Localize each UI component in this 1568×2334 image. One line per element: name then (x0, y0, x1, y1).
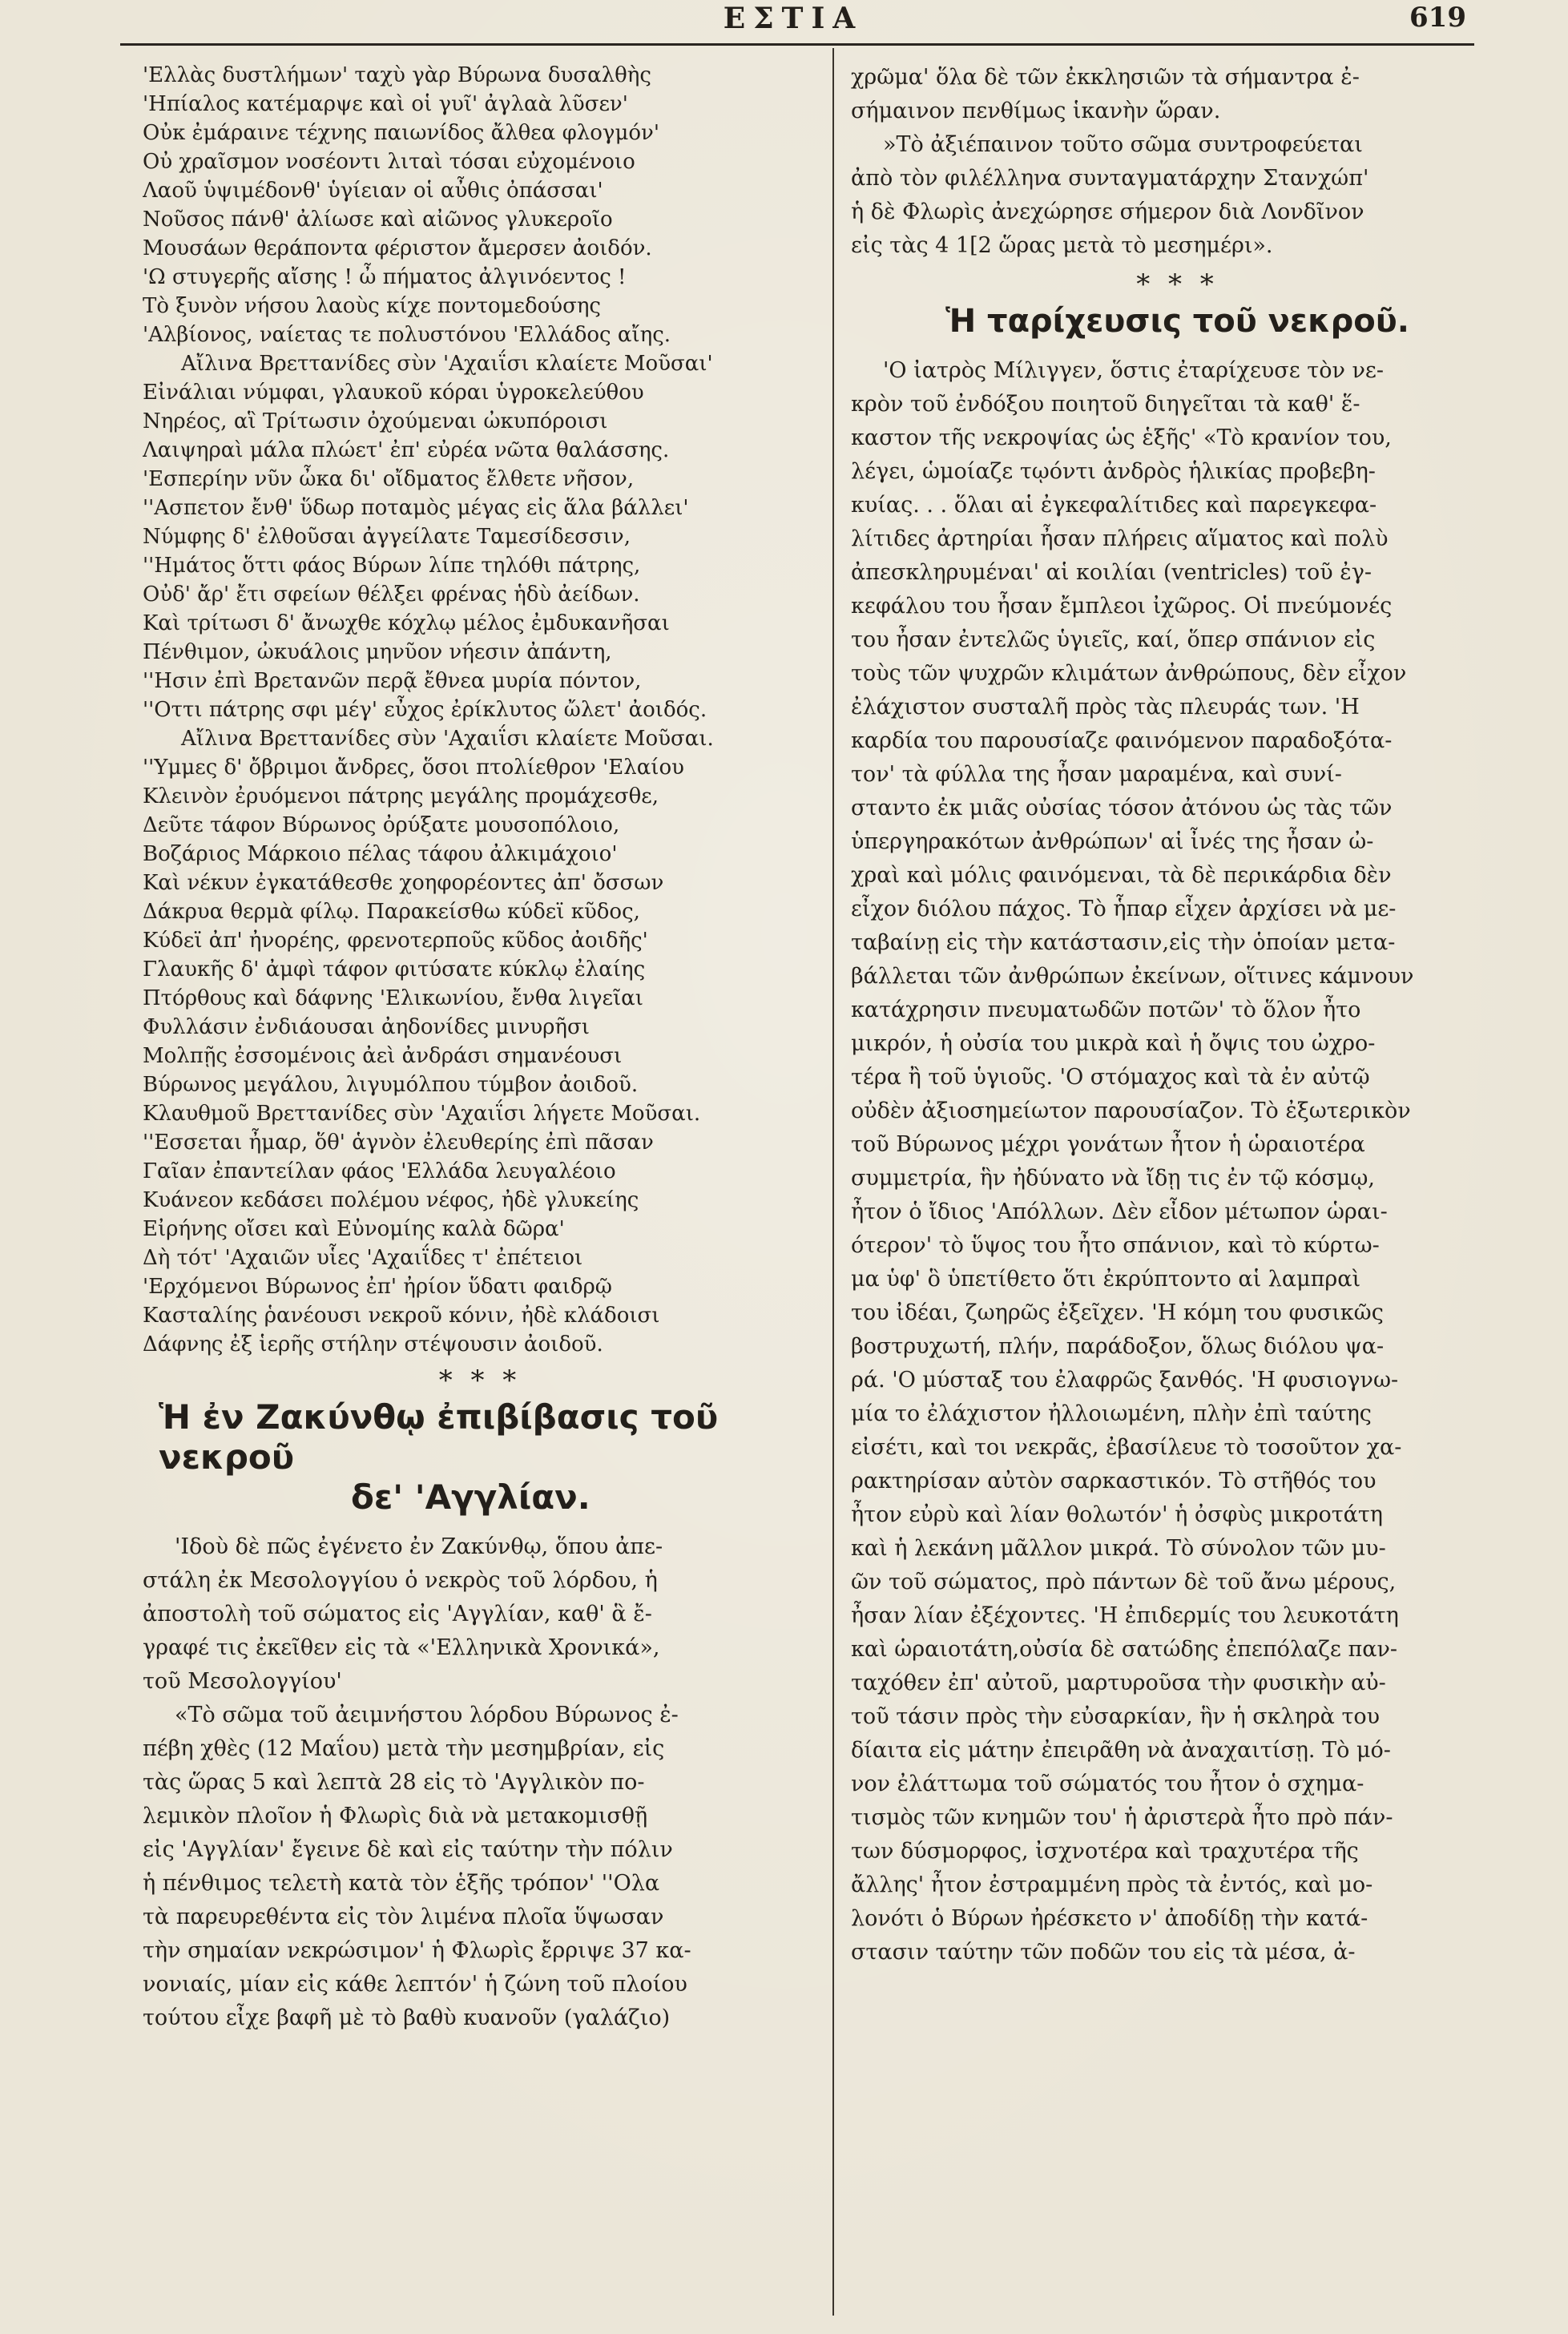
heading-line-2: δε' 'Αγγλίαν. (351, 1477, 591, 1517)
poem-line: Κύδεϊ ἀπ' ἠνορέης, φρενοτερποῦς κῦδος ἀοιδῆς' (143, 929, 648, 953)
poem-line: Μουσάων θεράποντα φέριστον ἄμερσεν ἀοιδόν. (143, 236, 652, 260)
text-line: ἀπεσκληρυμέναι' αἱ κοιλίαι (ventricles) τοῦ ἐγ- (851, 560, 1373, 585)
text-line: κατάχρησιν πνευματωδῶν ποτῶν' τὸ ὅλον ἦτο (851, 998, 1361, 1022)
text-line: ότερον' τὸ ὕψος του ἦτο σπάνιον, καὶ τὸ κύρτω- (851, 1233, 1380, 1258)
poem-line: Κασταλίης ῥανέουσι νεκροῦ κόνιν, ἠδὲ κλάδοισι (143, 1304, 660, 1328)
text-line: στάλη ἐκ Μεσολογγίου ὁ νεκρὸς τοῦ λόρδου, ἡ (143, 1568, 658, 1593)
text-line: ἡ πένθιμος τελετὴ κατὰ τὸν ἑξῆς τρόπον' ''Ολα (143, 1871, 660, 1896)
text-line: καὶ ἡ λεκάνη μᾶλλον μικρά. Τὸ σύνολον τῶν μυ- (851, 1536, 1386, 1561)
text-line: τοῦ Μεσολογγίου' (143, 1669, 342, 1694)
text-line: νον ἐλάττωμα τοῦ σώματός του ἦτον ὁ σχημα- (851, 1772, 1364, 1796)
text-line: γραφέ τις ἐκεῖθεν εἰς τὰ «'Ελληνικὰ Χρονικά», (143, 1635, 660, 1660)
text-line: ἦτον ὁ ἴδιος 'Απόλλων. Δὲν εἶδον μέτωπον ὡραι- (851, 1199, 1388, 1224)
poem-line: Βοζάριος Μάρκοιο πέλας τάφου ἀλκιμάχοιο' (143, 842, 618, 866)
text-line: πέβη χθὲς (12 Μαΐου) μετὰ τὴν μεσημβρίαν, εἰς (143, 1736, 665, 1761)
poem-line: Νύμφης δ' ἐλθοῦσαι ἀγγείλατε Ταμεσίδεσσιν, (143, 525, 631, 549)
text-line: ἀπὸ τὸν φιλέλληνα συνταγματάρχην Στανχώπ' (851, 166, 1369, 191)
text-line: ρά. 'Ο μύσταξ του ἐλαφρῶς ξανθός. 'Η φυσιογνω- (851, 1368, 1399, 1393)
header-rule (120, 43, 1474, 46)
text-line: ρακτηρίσαν αὐτὸν σαρκαστικόν. Τὸ στῆθός του (851, 1469, 1377, 1494)
text-line: τὴν σημαίαν νεκρώσιμον' ἡ Φλωρὶς ἔρριψε 37 κα- (143, 1938, 691, 1963)
left-column (143, 61, 817, 2035)
poem-line: Πένθιμον, ὠκυάλοις μηνῦον νήεσιν ἀπάντη, (143, 640, 612, 664)
text-line: εἶχον διόλου πάχος. Τὸ ἧπαρ εἶχεν ἀρχίσει νὰ με- (851, 897, 1397, 921)
text-line: «Τὸ σῶμα τοῦ ἀειμνήστου λόρδου Βύρωνος ἐ- (175, 1703, 679, 1727)
text-line: τοῦ Βύρωνος μέχρι γονάτων ἦτον ἡ ὡραιοτέρα (851, 1132, 1365, 1157)
poem-line: 'Ερχόμενοι Βύρωνος ἐπ' ἠρίον ὕδατι φαιδρῷ (143, 1275, 612, 1299)
poem-line: Γλαυκῆς δ' ἀμφὶ τάφον φιτύσατε κύκλῳ ἐλαίης (143, 957, 646, 982)
text-line: καστον τῆς νεκροψίας ὡς ἑξῆς' «Τὸ κρανίον του, (851, 425, 1392, 450)
poem-line: Κλεινὸν ἐρυόμενοι πάτρης μεγάλης προμάχεσθε, (143, 784, 659, 808)
poem-line: Καὶ νέκυν ἐγκατάθεσθε χοηφορέοντες ἀπ' ὄσσων (143, 871, 664, 895)
poem-line: Γαῖαν ἐπαντείλαν φάος 'Ελλάδα λευγαλέοιο (143, 1159, 616, 1183)
poem-line: Δεῦτε τάφον Βύρωνος ὀρύξατε μουσοπόλοιο, (143, 813, 620, 837)
page-header (120, 0, 1466, 42)
text-line: 'Ιδοὺ δὲ πῶς ἐγένετο ἐν Ζακύνθῳ, ὅπου ἀπε- (175, 1534, 663, 1559)
text-line: ἀποστολὴ τοῦ σώματος εἰς 'Αγγλίαν, καθ' ἃ ἔ- (143, 1602, 652, 1627)
text-line: ῶν τοῦ σώματος, πρὸ πάντων δὲ τοῦ ἄνω μέρους, (851, 1570, 1397, 1594)
text-line: του ἰδέαι, ζωηρῶς ἐξεῖχεν. 'Η κόμη του φυσικῶς (851, 1300, 1384, 1325)
poem-line: Δὴ τότ' 'Αχαιῶν υἷες 'Αχαιΐδες τ' ἐπέτειοι (143, 1246, 583, 1270)
text-line: μία το ἐλάχιστον ἠλλοιωμένη, πλὴν ἐπὶ ταύτης (851, 1401, 1372, 1426)
text-line: ἦσαν λίαν ἐξέχοντες. 'Η ἐπιδερμίς του λευκοτάτη (851, 1603, 1399, 1628)
page-number: 619 (1409, 2, 1466, 34)
text-line: βάλλεται τῶν ἀνθρώπων ἐκείνων, οἵτινες κάμνουν (851, 964, 1414, 989)
poem-line: Λαοῦ ὑψιμέδονθ' ὑγίειαν οἱ αὖθις ὀπάσσαι' (143, 179, 603, 203)
poem-line: Καὶ τρίτωσι δ' ἄνωχθε κόχλῳ μέλος ἐμδυκανῆσαι (143, 611, 670, 635)
text-line: ὑπεργηρακότων ἀνθρώπων' αἱ ἶνές της ἦσαν ὠ- (851, 829, 1374, 854)
poem-line: Βύρωνος μεγάλου, λιγυμόλπου τύμβον ἀοιδοῦ. (143, 1073, 639, 1097)
text-line: 'Ο ἰατρὸς Μίλιγγεν, ὅστις ἐταρίχευσε τὸν νε- (883, 358, 1385, 383)
section-heading-embalming: Ἡ ταρίχευσις τοῦ νεκροῦ. (945, 303, 1409, 340)
poem-line: ''Εσσεται ἦμαρ, ὅθ' ἁγνὸν ἐλευθερίης ἐπὶ πᾶσαν (143, 1131, 654, 1155)
text-line: κεφάλου του ἦσαν ἔμπλεοι ἰχῶρος. Οἱ πνεύμονές (851, 594, 1393, 619)
text-line: κρὸν τοῦ ἐνδόξου ποιητοῦ διηγεῖται τὰ καθ' ἕ- (851, 392, 1360, 417)
text-line: των δύσμορφος, ἰσχνοτέρα καὶ τραχυτέρα τῆς (851, 1839, 1359, 1864)
text-line: ἐλάχιστον συσταλῆ πρὸς τὰς πλευράς των. 'Η (851, 695, 1360, 720)
poem-line: Πτόρθους καὶ δάφνης 'Ελικωνίου, ἔνθα λιγεῖαι (143, 986, 643, 1010)
text-line: λονότι ὁ Βύρων ἠρέσκετο ν' ἀποδίδῃ τὴν κατά- (851, 1906, 1368, 1931)
text-line: τέρα ἢ τοῦ ὑγιοῦς. 'Ο στόμαχος καὶ τὰ ἐν αὐτῷ (851, 1065, 1370, 1090)
right-column (851, 61, 1504, 1969)
poem-line: Οὐ χραῖσμον νοσέοντι λιταὶ τόσαι εὐχομένοιο (143, 150, 635, 174)
text-line: του ἦσαν ἐντελῶς ὑγιεῖς, καί, ὅπερ σπάνιον εἰς (851, 627, 1376, 652)
text-line: χρῶμα' ὅλα δὲ τῶν ἐκκλησιῶν τὰ σήμαντρα ἐ- (851, 65, 1360, 90)
section-separator-left (143, 1365, 817, 1397)
column-divider (832, 48, 834, 2316)
text-line: νονιαίς, μίαν εἰς κάθε λεπτόν' ἡ ζώνη τοῦ πλοίου (143, 1972, 687, 1997)
poem-line: Νοῦσος πάνθ' ἀλίωσε καὶ αἰῶνος γλυκεροῖο (143, 208, 613, 232)
text-line: ταχόθεν ἐπ' αὐτοῦ, μαρτυροῦσα τὴν φυσικὴν αὐ- (851, 1671, 1386, 1695)
poem-line: Μολπῇς ἐσσομένοις ἀεὶ ἀνδράσι σημανέουσι (143, 1044, 623, 1068)
poem-line: Αἴλινα Βρεττανίδες σὺν 'Αχαιΐσι κλαίετε Μοῦσαι' (181, 352, 713, 376)
poem (143, 61, 817, 1359)
text-line: σταντο ἐκ μιᾶς οὐσίας τόσον ἀτόνου ὡς τὰς τῶν (851, 796, 1393, 820)
text-line: τον' τὰ φύλλα της ἦσαν μαραμένα, καὶ συνί- (851, 762, 1342, 787)
text-line: εἰς τὰς 4 1[2 ὥρας μετὰ τὸ μεσημέρι». (851, 233, 1273, 258)
text-line: λίτιδες ἀρτηρίαι ἦσαν πλήρεις αἵματος καὶ πολὺ (851, 526, 1389, 551)
text-line: λέγει, ὡμοίαζε τῳόντι ἀνδρὸς ἡλικίας προβεβη- (851, 459, 1376, 484)
poem-line: ''Υμμες δ' ὄβριμοι ἄνδρες, ὅσοι πτολίεθρον 'Ελαίου (143, 756, 684, 780)
poem-line: 'Ελλὰς δυστλήμων' ταχὺ γὰρ Βύρωνα δυσαλθὴς (143, 63, 651, 87)
poem-line: Δάφνης ἐξ ἱερῆς στήλην στέψουσιν ἀοιδοῦ. (143, 1332, 603, 1356)
text-line: χραὶ καὶ μόλις φαινόμεναι, τὰ δὲ περικάρδια δὲν (851, 863, 1392, 888)
section-separator-right (851, 268, 1504, 300)
text-line: σήμαινον πενθίμως ἱκανὴν ὥραν. (851, 99, 1221, 123)
separator-mark: * * * (438, 1365, 522, 1397)
text-line: καρδία του παρουσίαζε φαινόμενον παραδοξότα- (851, 728, 1393, 753)
poem-line: Κυάνεον κεδάσει πολέμου νέφος, ἠδὲ γλυκείης (143, 1188, 639, 1212)
text-line: ἦτον εὐρὺ καὶ λίαν θολωτόν' ἡ ὀσφὺς μικροτάτη (851, 1502, 1383, 1527)
poem-line: ''Οττι πάτρης σφι μέγ' εὖχος ἐρίκλυτος ὤλετ' ἀοιδός. (143, 698, 707, 722)
paragraph-continuation (851, 61, 1504, 263)
text-line: τοὺς τῶν ψυχρῶν κλιμάτων ἀνθρώπους, δὲν εἶχον (851, 661, 1407, 686)
poem-line: ''Ασπετον ἔνθ' ὕδωρ ποταμὸς μέγας εἰς ἅλα βάλλει' (143, 496, 689, 520)
poem-line: Νηρέος, αἳ Τρίτωσιν ὀχούμεναι ὠκυπόροισι (143, 409, 608, 433)
separator-mark: * * * (1136, 268, 1219, 300)
text-line: ταβαίνῃ εἰς τὴν κατάστασιν,εἰς τὴν ὁποίαν μετα- (851, 930, 1396, 955)
poem-line: Εἰρήνης οἴσει καὶ Εὐνομίης καλὰ δῶρα' (143, 1217, 565, 1241)
text-line: τὰ παρευρεθέντα εἰς τὸν λιμένα πλοῖα ὕψωσαν (143, 1905, 664, 1929)
paragraph-zakynthos-intro (143, 1530, 817, 1699)
text-line: λεμικὸν πλοῖον ἡ Φλωρὶς διὰ νὰ μετακομισθῇ (143, 1804, 648, 1828)
text-line: ἡ δὲ Φλωρὶς ἀνεχώρησε σήμερον διὰ Λονδῖνον (851, 200, 1364, 224)
text-line: μα ὑφ' ὃ ὑπετίθετο ὅτι ἐκρύπτοντο αἱ λαμπραὶ (851, 1267, 1361, 1292)
poem-line: Οὐδ' ἄρ' ἔτι σφείων θέλξει φρένας ἡδὺ ἀείδων. (143, 582, 640, 607)
poem-line: Τὸ ξυνὸν νήσου λαοὺς κίχε ποντομεδούσης (143, 294, 601, 318)
text-line: βοστρυχωτή, πλήν, παράδοξον, ὅλως διόλου ψα- (851, 1334, 1385, 1359)
text-line: τισμὸς τῶν κνημῶν του' ἡ ἀριστερὰ ἦτο πρὸ πάν- (851, 1805, 1393, 1830)
text-line: τοῦ τάσιν πρὸς τὴν εὐσαρκίαν, ἣν ἡ σκληρὰ του (851, 1704, 1381, 1729)
running-title: ΕΣΤΙΑ (723, 2, 864, 35)
text-line: οὐδὲν ἀξιοσημείωτον παρουσίαζον. Τὸ ἐξωτερικὸν (851, 1098, 1411, 1123)
poem-line: Λαιψηραὶ μάλα πλώετ' ἐπ' εὐρέα νῶτα θαλάσσης. (143, 438, 670, 462)
text-line: τὰς ὥρας 5 καὶ λεπτὰ 28 εἰς τὸ 'Αγγλικὸν πο- (143, 1770, 645, 1795)
poem-line: ''Ημάτος ὅττι φάος Βύρων λίπε τηλόθι πάτρης, (143, 554, 641, 578)
poem-line: Εἰνάλιαι νύμφαι, γλαυκοῦ κόραι ὑγροκελεύθου (143, 381, 644, 405)
text-line: ἄλλης' ἦτον ἐστραμμένη πρὸς τὰ ἐντός, καὶ μο- (851, 1872, 1373, 1897)
poem-line: Αἴλινα Βρεττανίδες σὺν 'Αχαιΐσι κλαίετε Μοῦσαι. (181, 727, 714, 751)
poem-line: Δάκρυα θερμὰ φίλῳ. Παρακείσθω κύδεϊ κῦδος, (143, 900, 640, 924)
heading-line-1: Ἡ ἐν Ζακύνθῳ ἐπιβίβασις τοῦ νεκροῦ (159, 1397, 719, 1477)
paragraph-embalming (851, 354, 1504, 1969)
poem-line: Οὐκ ἐμάραινε τέχνης παιωνίδος ἄλθεα φλογμόν' (143, 121, 659, 145)
text-line: μικρόν, ἡ οὐσία του μικρὰ καὶ ἡ ὄψις του ὠχρο- (851, 1031, 1376, 1056)
poem-line: 'Ω στυγερῆς αἴσης ! ὦ πήματος ἀλγινόεντος ! (143, 265, 627, 289)
poem-line: Κλαυθμοῦ Βρεττανίδες σὺν 'Αχαιΐσι λήγετε Μοῦσαι. (143, 1102, 701, 1126)
text-line: »Τὸ ἀξιέπαινον τοῦτο σῶμα συντροφεύεται (883, 132, 1363, 157)
text-line: καὶ ὡραιοτάτη,οὐσία δὲ σατώδης ἐπεπόλαζε παν- (851, 1637, 1397, 1662)
paragraph-zakynthos-report (143, 1699, 817, 2035)
text-line: εἰς 'Αγγλίαν' ἔγεινε δὲ καὶ εἰς ταύτην τὴν πόλιν (143, 1837, 673, 1862)
text-line: στασιν ταύτην τῶν ποδῶν του εἰς τὰ μέσα, ἀ- (851, 1940, 1356, 1965)
text-line: κυίας. . . ὅλαι αἱ ἐγκεφαλίτιδες καὶ παρεγκεφα- (851, 493, 1377, 518)
text-line: τούτου εἶχε βαφῆ μὲ τὸ βαθὺ κυανοῦν (γαλάζιο) (143, 2005, 671, 2030)
section-heading-zakynthos (143, 1397, 817, 1518)
poem-line: 'Ηπίαλος κατέμαρψε καὶ οἱ γυῖ' ἀγλαὰ λῦσεν' (143, 92, 628, 116)
text-line: δίαιτα εἰς μάτην ἐπειρᾶθη νὰ ἀναχαιτίσῃ. Τὸ μό- (851, 1738, 1391, 1763)
poem-line: Φυλλάσιν ἐνδιάουσαι ἀηδονίδες μινυρῆσι (143, 1015, 590, 1039)
poem-line: 'Αλβίονος, ναίετας τε πολυστόνου 'Ελλάδος αἴης. (143, 323, 671, 347)
poem-line: 'Εσπερίην νῦν ὦκα δι' οἴδματος ἔλθετε νῆσον, (143, 467, 635, 491)
text-line: συμμετρία, ἣν ἠδύνατο νὰ ἴδῃ τις ἐν τῷ κόσμῳ, (851, 1166, 1375, 1191)
poem-line: ''Ησιν ἐπὶ Βρετανῶν περᾷ ἔθνεα μυρία πόντον, (143, 669, 642, 693)
text-line: εἰσέτι, καὶ τοι νεκρᾶς, ἐβασίλευε τὸ τοσοῦτον χα- (851, 1435, 1402, 1460)
